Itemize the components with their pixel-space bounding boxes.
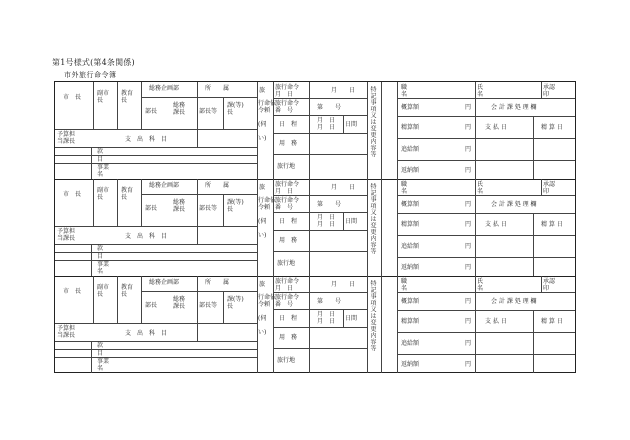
additional-label: 追給額	[401, 340, 420, 347]
rule	[397, 138, 575, 139]
refund-label: 返納額	[401, 361, 420, 368]
order-col-label: 旅	[259, 184, 266, 191]
estimate-label: 概算額	[401, 298, 420, 305]
settlement-date-label: 精 算 日	[541, 221, 563, 228]
rule	[55, 252, 257, 253]
order-col-label-mid: 行命依 令頼 (伺 い)	[258, 100, 277, 142]
rule	[55, 276, 575, 277]
estimate-label: 概算額	[401, 104, 420, 111]
dept-head-etc-label: 部長等	[199, 302, 218, 309]
additional-yen: 円	[465, 146, 472, 153]
order-col-label-mid: 行命依 令頼 (伺 い)	[258, 294, 277, 336]
approval-seal-label: 承認 印	[543, 278, 556, 292]
rule	[223, 291, 224, 323]
rule	[541, 179, 542, 195]
rule	[273, 195, 367, 196]
rule	[55, 244, 257, 245]
rule	[273, 98, 367, 99]
schedule-label: 日 程	[279, 218, 298, 225]
form-name: 市外旅行命令簿	[64, 71, 117, 79]
rule	[93, 82, 94, 129]
rule	[381, 82, 382, 179]
approval-seal-label: 承認 印	[543, 84, 556, 98]
department-label: 所 属	[205, 279, 230, 286]
rule	[397, 179, 398, 276]
item-label: 目	[97, 253, 104, 260]
approval-seal-label: 承認 印	[543, 181, 556, 195]
general-affairs-head-label: 総務 課長	[173, 102, 186, 116]
order-number-value: 第 号	[317, 104, 342, 111]
month-day-value: 月 日	[331, 87, 356, 94]
rule	[197, 276, 198, 341]
processing-label: 会 計 課 処 理 欄	[491, 104, 537, 111]
destination-label: 旅行地	[277, 260, 296, 267]
purpose-label: 用 務	[279, 237, 298, 244]
travel-order-register	[54, 81, 576, 373]
rule	[55, 357, 257, 358]
rule	[397, 310, 575, 311]
settled-yen: 円	[465, 221, 472, 228]
project-label: 事業 名	[97, 358, 110, 372]
education-chief-label: 教育 長	[121, 90, 134, 104]
special-remarks-label: 特記事項又は変更内容等	[369, 86, 376, 158]
rule	[55, 260, 257, 261]
special-remarks-label: 特記事項又は変更内容等	[369, 280, 376, 352]
order-col-label-mid: 行命依 令頼 (伺 い)	[258, 197, 277, 239]
rule	[91, 244, 92, 276]
section-label: 款	[97, 342, 104, 349]
title-label: 職 名	[401, 84, 408, 98]
vice-mayor-label: 副市 長	[97, 187, 110, 201]
rule	[93, 179, 94, 226]
rule	[141, 82, 142, 129]
budget-manager-label: 予算担 当課長	[57, 131, 76, 145]
rule	[475, 276, 476, 373]
rule	[367, 276, 368, 373]
name-label: 氏 名	[477, 84, 484, 98]
rule	[273, 251, 367, 252]
rule	[55, 349, 257, 350]
section-head-etc-label: 課(等) 長	[227, 296, 244, 310]
purpose-label: 用 務	[279, 334, 298, 341]
payment-date-label: 支 払 日	[485, 221, 507, 228]
rule	[397, 160, 575, 161]
title-label: 職 名	[401, 278, 408, 292]
order-date-label: 旅行命令 月 日	[275, 181, 300, 195]
title-label: 職 名	[401, 181, 408, 195]
order-number-value: 第 号	[317, 298, 342, 305]
vice-mayor-label: 副市 長	[97, 284, 110, 298]
dept-head-label: 部長	[145, 302, 158, 309]
duration-label: 日間	[345, 315, 358, 322]
rule	[343, 115, 344, 133]
rule	[93, 276, 94, 323]
payment-date-label: 支 払 日	[485, 124, 507, 131]
additional-yen: 円	[465, 340, 472, 347]
additional-label: 追給額	[401, 243, 420, 250]
estimate-yen: 円	[465, 201, 472, 208]
rule	[273, 309, 367, 310]
rule	[141, 179, 142, 226]
rule	[55, 129, 257, 130]
rule	[397, 354, 575, 355]
rule	[367, 179, 368, 276]
education-chief-label: 教育 長	[121, 284, 134, 298]
additional-label: 追給額	[401, 146, 420, 153]
settled-label: 精算額	[401, 124, 420, 131]
rule	[55, 147, 257, 148]
settled-label: 精算額	[401, 221, 420, 228]
section-head-etc-label: 課(等) 長	[227, 199, 244, 213]
rule	[141, 291, 257, 292]
vice-mayor-label: 副市 長	[97, 90, 110, 104]
dept-head-label: 部長	[145, 108, 158, 115]
rule	[533, 213, 534, 276]
rule	[55, 179, 575, 180]
expense-heading: 支 出 科 目	[125, 233, 168, 240]
estimate-label: 概算額	[401, 201, 420, 208]
rule	[381, 276, 382, 373]
rule	[397, 195, 575, 196]
project-label: 事業 名	[97, 164, 110, 178]
rule	[397, 116, 575, 117]
expense-heading: 支 出 科 目	[125, 330, 168, 337]
rule	[309, 82, 310, 179]
schedule-label: 日 程	[279, 315, 298, 322]
settlement-date-label: 精 算 日	[541, 318, 563, 325]
rule	[117, 276, 118, 323]
processing-label: 会 計 課 処 理 欄	[491, 298, 537, 305]
rule	[397, 257, 575, 258]
education-chief-label: 教育 長	[121, 187, 134, 201]
rule	[141, 276, 142, 323]
name-label: 氏 名	[477, 181, 484, 195]
duration-label: 日間	[345, 218, 358, 225]
order-col-label: 旅	[259, 281, 266, 288]
refund-yen: 円	[465, 361, 472, 368]
general-affairs-head-label: 総務 課長	[173, 199, 186, 213]
settled-yen: 円	[465, 318, 472, 325]
additional-yen: 円	[465, 243, 472, 250]
rule	[397, 235, 575, 236]
section-label: 款	[97, 148, 104, 155]
department-label: 所 属	[205, 85, 230, 92]
order-number-label: 旅行命令 番 号	[275, 197, 300, 211]
planning-division-label: 総務企画部	[149, 279, 180, 286]
rule	[91, 147, 92, 179]
item-label: 目	[97, 156, 104, 163]
refund-yen: 円	[465, 167, 472, 174]
rule	[273, 327, 367, 328]
rule	[273, 133, 367, 134]
rule	[397, 213, 575, 214]
rule	[223, 97, 224, 129]
schedule-label: 日 程	[279, 121, 298, 128]
rule	[273, 115, 367, 116]
rule	[309, 179, 310, 276]
order-col-label: 旅	[259, 87, 266, 94]
rule	[91, 341, 92, 373]
refund-label: 返納額	[401, 264, 420, 271]
general-affairs-head-label: 総務 課長	[173, 296, 186, 310]
rule	[541, 276, 542, 292]
schedule-dates: 月 日 月 日	[317, 311, 336, 325]
department-label: 所 属	[205, 182, 230, 189]
rule	[197, 179, 198, 244]
rule	[55, 341, 257, 342]
form-title: 第1号様式(第4条関係)	[52, 58, 135, 67]
planning-division-label: 総務企画部	[149, 85, 180, 92]
destination-label: 旅行地	[277, 357, 296, 364]
order-number-label: 旅行命令 番 号	[275, 100, 300, 114]
schedule-dates: 月 日 月 日	[317, 117, 336, 131]
dept-head-etc-label: 部長等	[199, 108, 218, 115]
rule	[141, 97, 257, 98]
mayor-label: 市 長	[63, 288, 82, 295]
estimate-yen: 円	[465, 104, 472, 111]
item-label: 目	[97, 350, 104, 357]
refund-label: 返納額	[401, 167, 420, 174]
rule	[343, 212, 344, 230]
rule	[223, 194, 224, 226]
settlement-date-label: 精 算 日	[541, 124, 563, 131]
payment-date-label: 支 払 日	[485, 318, 507, 325]
rule	[367, 82, 368, 179]
rule	[397, 292, 575, 293]
rule	[55, 155, 257, 156]
processing-label: 会 計 課 処 理 欄	[491, 201, 537, 208]
rule	[475, 82, 476, 179]
rule	[273, 292, 367, 293]
rule	[533, 310, 534, 373]
rule	[309, 276, 310, 373]
rule	[273, 230, 367, 231]
project-label: 事業 名	[97, 261, 110, 275]
expense-heading: 支 出 科 目	[125, 136, 168, 143]
rule	[273, 348, 367, 349]
purpose-label: 用 務	[279, 140, 298, 147]
order-number-label: 旅行命令 番 号	[275, 294, 300, 308]
month-day-value: 月 日	[331, 281, 356, 288]
dept-head-etc-label: 部長等	[199, 205, 218, 212]
rule	[397, 82, 398, 179]
name-label: 氏 名	[477, 278, 484, 292]
rule	[197, 82, 198, 147]
rule	[273, 212, 367, 213]
rule	[397, 98, 575, 99]
budget-manager-label: 予算担 当課長	[57, 228, 76, 242]
rule	[55, 323, 257, 324]
dept-head-label: 部長	[145, 205, 158, 212]
rule	[381, 179, 382, 276]
rule	[343, 309, 344, 327]
rule	[273, 154, 367, 155]
rule	[141, 194, 257, 195]
planning-division-label: 総務企画部	[149, 182, 180, 189]
mayor-label: 市 長	[63, 94, 82, 101]
order-date-label: 旅行命令 月 日	[275, 278, 300, 292]
schedule-dates: 月 日 月 日	[317, 214, 336, 228]
special-remarks-label: 特記事項又は変更内容等	[369, 183, 376, 255]
rule	[117, 82, 118, 129]
order-number-value: 第 号	[317, 201, 342, 208]
mayor-label: 市 長	[63, 191, 82, 198]
settled-label: 精算額	[401, 318, 420, 325]
rule	[541, 82, 542, 98]
rule	[55, 163, 257, 164]
order-date-label: 旅行命令 月 日	[275, 84, 300, 98]
rule	[117, 179, 118, 226]
duration-label: 日間	[345, 121, 358, 128]
budget-manager-label: 予算担 当課長	[57, 325, 76, 339]
section-head-etc-label: 課(等) 長	[227, 102, 244, 116]
rule	[397, 276, 398, 373]
rule	[397, 332, 575, 333]
month-day-value: 月 日	[331, 184, 356, 191]
rule	[533, 116, 534, 179]
estimate-yen: 円	[465, 298, 472, 305]
section-label: 款	[97, 245, 104, 252]
settled-yen: 円	[465, 124, 472, 131]
refund-yen: 円	[465, 264, 472, 271]
rule	[475, 179, 476, 276]
destination-label: 旅行地	[277, 163, 296, 170]
rule	[55, 226, 257, 227]
